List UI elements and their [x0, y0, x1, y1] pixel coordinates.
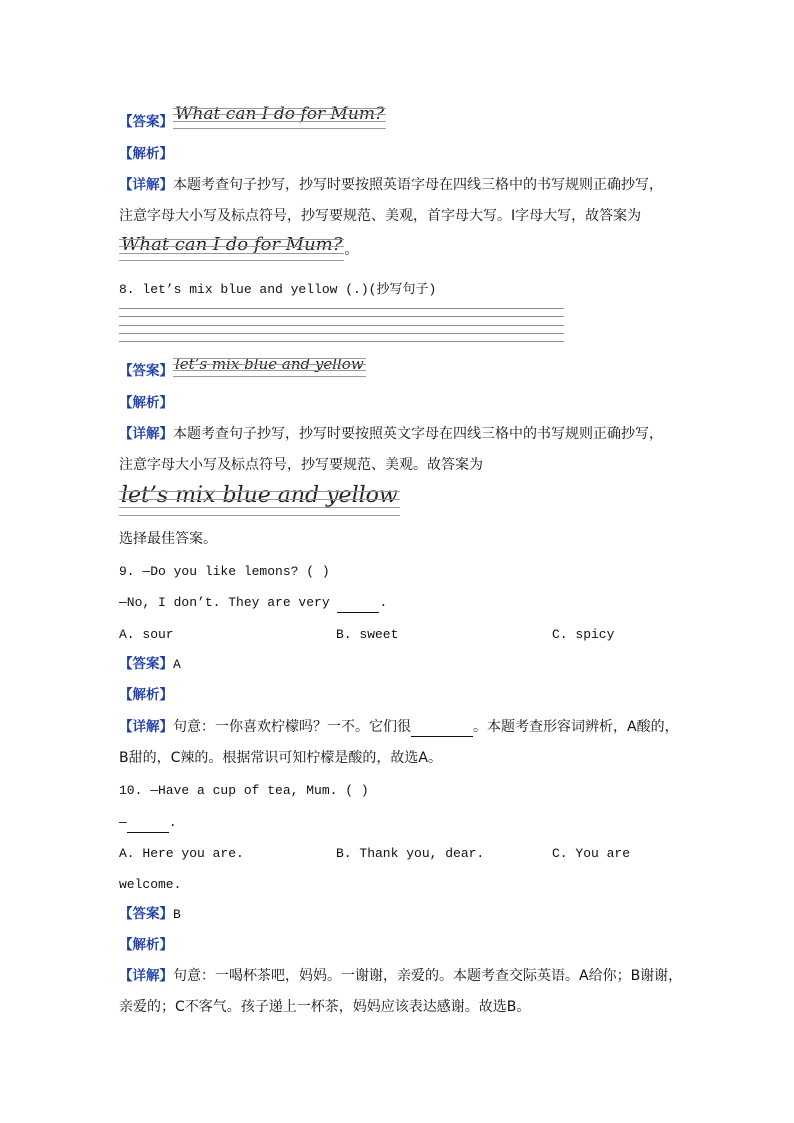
detail-label: 【详解】 [119, 719, 173, 735]
q10-answer-row [119, 905, 181, 924]
q7-answer-row [119, 104, 386, 131]
q9-answer-value: A [173, 657, 181, 672]
q9-question-line2: —No, I don’t. They are very . [119, 594, 387, 613]
q7-analysis-row [119, 145, 173, 163]
writing-line-1 [119, 308, 564, 309]
writing-line-4 [119, 333, 564, 334]
q10-detail-line2: 亲爱的；C不客气。孩子递上一杯茶，妈妈应该表达感谢。故选B。 [119, 999, 531, 1015]
q9-answer-blank [337, 594, 379, 613]
q10-answer-value: B [173, 907, 181, 922]
q10-question-line1: 10. —Have a cup of tea, Mum. ( ) [119, 783, 369, 798]
answer-label: 【答案】 [119, 363, 173, 379]
q9-option-c: C. spicy [552, 627, 615, 642]
answer-label: 【答案】 [119, 906, 173, 922]
detail-label: 【详解】 [119, 426, 173, 442]
q8-question: 8. let’s mix blue and yellow (.)(抄写句子) [119, 282, 437, 297]
q8-analysis-row [119, 394, 173, 412]
analysis-label: 【解析】 [119, 937, 173, 953]
q10-question-line2: — . [119, 814, 177, 833]
q7-detail-answer-handwriting: What can I do for Mum? [119, 236, 344, 254]
q9-answer-row [119, 655, 181, 674]
writing-line-3 [119, 325, 564, 326]
analysis-label: 【解析】 [119, 687, 173, 703]
q10-detail-line1: 【详解】句意：一喝杯茶吧，妈妈。一谢谢，亲爱的。本题考查交际英语。A给你；B谢谢， [119, 968, 683, 984]
q10-analysis-row [119, 936, 173, 954]
analysis-label: 【解析】 [119, 146, 173, 162]
q9-detail-blank [411, 718, 473, 737]
q10-option-c: C. You are [552, 846, 631, 861]
q10-answer-blank [127, 814, 169, 833]
q8-answer-row [119, 355, 366, 380]
detail-label: 【详解】 [119, 177, 173, 193]
q8-detail-answer-handwriting: let’s mix blue and yellow [119, 487, 400, 505]
q7-answer-handwriting: What can I do for Mum? [173, 105, 386, 123]
q8-answer-handwriting: let’s mix blue and yellow [173, 355, 366, 373]
q7-detail-answer-row: What can I do for Mum? 。 [119, 240, 358, 259]
q10-option-a: A. Here you are. [119, 846, 244, 861]
q9-analysis-row [119, 686, 173, 704]
detail-label: 【详解】 [119, 968, 173, 984]
q8-detail-line1: 【详解】本题考查句子抄写，抄写时要按照英文字母在四线三格中的书写规则正确抄写， [119, 426, 663, 442]
answer-label: 【答案】 [119, 656, 173, 672]
answer-label: 【答案】 [119, 114, 173, 130]
writing-line-2 [119, 316, 564, 317]
q10-option-b: B. Thank you, dear. [336, 846, 485, 861]
q9-detail-line1: 【详解】句意：一你喜欢柠檬吗？一不。它们很 。本题考查形容词辨析，A酸的， [119, 719, 679, 735]
writing-line-5 [119, 341, 564, 342]
q7-detail-line1: 【详解】本题考查句子抄写，抄写时要按照英语字母在四线三格中的书写规则正确抄写， [119, 177, 663, 193]
q9-option-b: B. sweet [336, 627, 399, 642]
q9-detail-line2: B甜的，C辣的。根据常识可知柠檬是酸的，故选A。 [119, 750, 442, 766]
section-title: 选择最佳答案。 [119, 531, 217, 547]
q7-detail-line2: 注意字母大小写及标点符号，抄写要规范、美观，首字母大写。I字母大写，故答案为 [119, 208, 642, 224]
q8-detail-answer-row [119, 483, 400, 508]
q9-option-a: A. sour [119, 627, 174, 642]
q10-option-c-continued: welcome. [119, 877, 182, 892]
q8-detail-line2: 注意字母大小写及标点符号，抄写要规范、美观。故答案为 [119, 457, 483, 473]
analysis-label: 【解析】 [119, 395, 173, 411]
q9-question-line1: 9. —Do you like lemons? ( ) [119, 564, 330, 579]
